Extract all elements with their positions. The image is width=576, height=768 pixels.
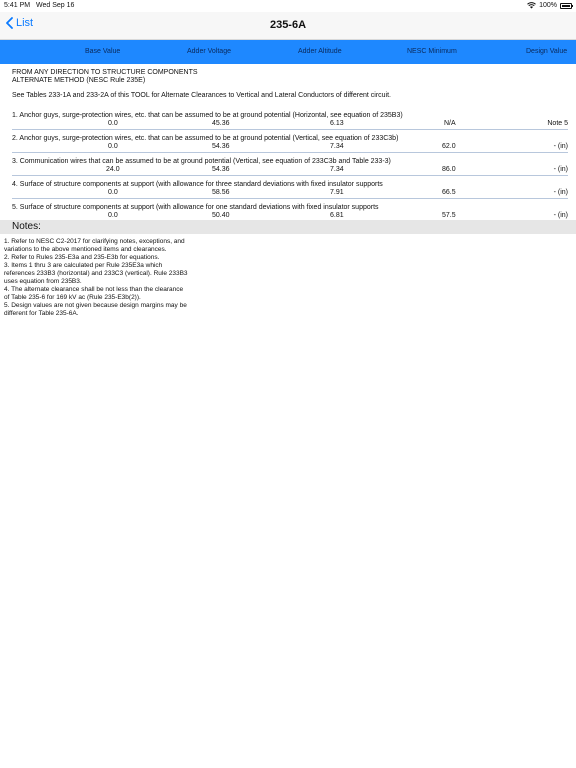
adder-voltage: 58.56 — [212, 189, 230, 196]
note-line: of Table 235-6 for 169 kV ac (Rule 235-E3b(2)). — [4, 294, 141, 301]
note-line: 5. Design values are not given because design margins may be — [4, 302, 187, 309]
design-value: - (in) — [553, 143, 568, 150]
notes-header — [0, 220, 576, 234]
list-item — [12, 111, 568, 130]
list-item — [12, 180, 568, 199]
design-value: - (in) — [553, 166, 568, 173]
intro-heading: FROM ANY DIRECTION TO STRUCTURE COMPONENTS — [12, 69, 198, 76]
base-value: 0.0 — [108, 212, 118, 219]
column-header-design-value: Design Value — [526, 48, 568, 55]
column-header-adder-voltage: Adder Voltage — [187, 48, 231, 55]
base-value: 24.0 — [106, 166, 120, 173]
back-label: List — [16, 17, 34, 29]
battery-percent: 100% — [539, 2, 557, 9]
note-line: 2. Refer to Rules 235-E3a and 235-E3b for equations. — [4, 254, 160, 261]
item-values — [12, 143, 568, 153]
nesc-minimum: 66.5 — [442, 189, 456, 196]
base-value: 0.0 — [108, 143, 118, 150]
note-line: different for Table 235-6A. — [4, 310, 79, 317]
column-header-nesc-minimum: NESC Minimum — [407, 48, 457, 55]
adder-altitude: 7.34 — [330, 143, 344, 150]
adder-altitude: 7.91 — [330, 189, 344, 196]
item-values — [12, 120, 568, 130]
adder-voltage: 50.40 — [212, 212, 230, 219]
note-line: variations to the above mentioned items and clearances. — [4, 246, 167, 253]
nesc-minimum: 57.5 — [442, 212, 456, 219]
navigation-bar — [0, 12, 576, 40]
column-header-base-value: Base Value — [85, 48, 121, 55]
column-header-adder-altitude: Adder Altitude — [298, 48, 342, 55]
intro-reference: See Tables 233-1A and 233-2A of this TOOL for Alternate Clearances to Vertical and Lateral Conductors of different circuit. — [12, 92, 392, 99]
base-value: 0.0 — [108, 120, 118, 127]
status-right — [527, 2, 572, 9]
item-description: 3. Communication wires that can be assumed to be at ground potential (Vertical, see equation of 233C3b and Table 233-3) — [12, 158, 391, 165]
base-value: 0.0 — [108, 189, 118, 196]
nesc-minimum: 86.0 — [442, 166, 456, 173]
design-value: - (in) — [553, 189, 568, 196]
item-values — [12, 166, 568, 176]
battery-icon — [560, 3, 572, 9]
adder-voltage: 54.36 — [212, 143, 230, 150]
list-item — [12, 203, 568, 221]
notes-title: Notes: — [12, 221, 41, 232]
item-description: 5. Surface of structure components at support (with allowance for one standard deviations with fixed insulator supports — [12, 204, 379, 211]
nesc-minimum: N/A — [444, 120, 456, 127]
item-description: 1. Anchor guys, surge-protection wires, etc. that can be assumed to be at ground potential (Horizontal, see equation of 235B3) — [12, 112, 403, 119]
list-item — [12, 157, 568, 176]
adder-altitude: 6.13 — [330, 120, 344, 127]
status-time: 5:41 PM — [4, 2, 31, 9]
adder-voltage: 54.36 — [212, 166, 230, 173]
column-header-bar — [0, 40, 576, 64]
intro-subheading: ALTERNATE METHOD (NESC Rule 235E) — [12, 77, 146, 84]
adder-altitude: 6.81 — [330, 212, 344, 219]
design-value: - (in) — [553, 212, 568, 219]
clearance-content — [12, 69, 568, 221]
notes-body — [4, 238, 214, 318]
item-values — [12, 189, 568, 199]
status-date: Wed Sep 16 — [36, 2, 75, 9]
wifi-icon — [527, 2, 536, 9]
item-description: 2. Anchor guys, surge-protection wires, etc. that can be assumed to be at ground potential (Vertical, see equation of 233C3b) — [12, 135, 399, 142]
design-value: Note 5 — [547, 120, 568, 127]
note-line: 1. Refer to NESC C2-2017 for clarifying notes, exceptions, and — [4, 238, 185, 245]
adder-voltage: 45.36 — [212, 120, 230, 127]
list-item — [12, 134, 568, 153]
page-title: 235-6A — [269, 19, 307, 31]
note-line: 4. The alternate clearance shall be not less than the clearance — [4, 286, 184, 293]
nesc-minimum: 62.0 — [442, 143, 456, 150]
note-line: uses equation from 235B3. — [4, 278, 82, 285]
note-line: references 233B3 (horizontal) and 233C3 (vertical). Rule 233B3 — [4, 270, 188, 277]
note-line: 3. Items 1 thru 3 are calculated per Rule 235E3a which — [4, 262, 163, 269]
status-bar — [0, 0, 576, 12]
item-description: 4. Surface of structure components at support (with allowance for three standard deviations with fixed insulator supports — [12, 181, 383, 188]
adder-altitude: 7.34 — [330, 166, 344, 173]
